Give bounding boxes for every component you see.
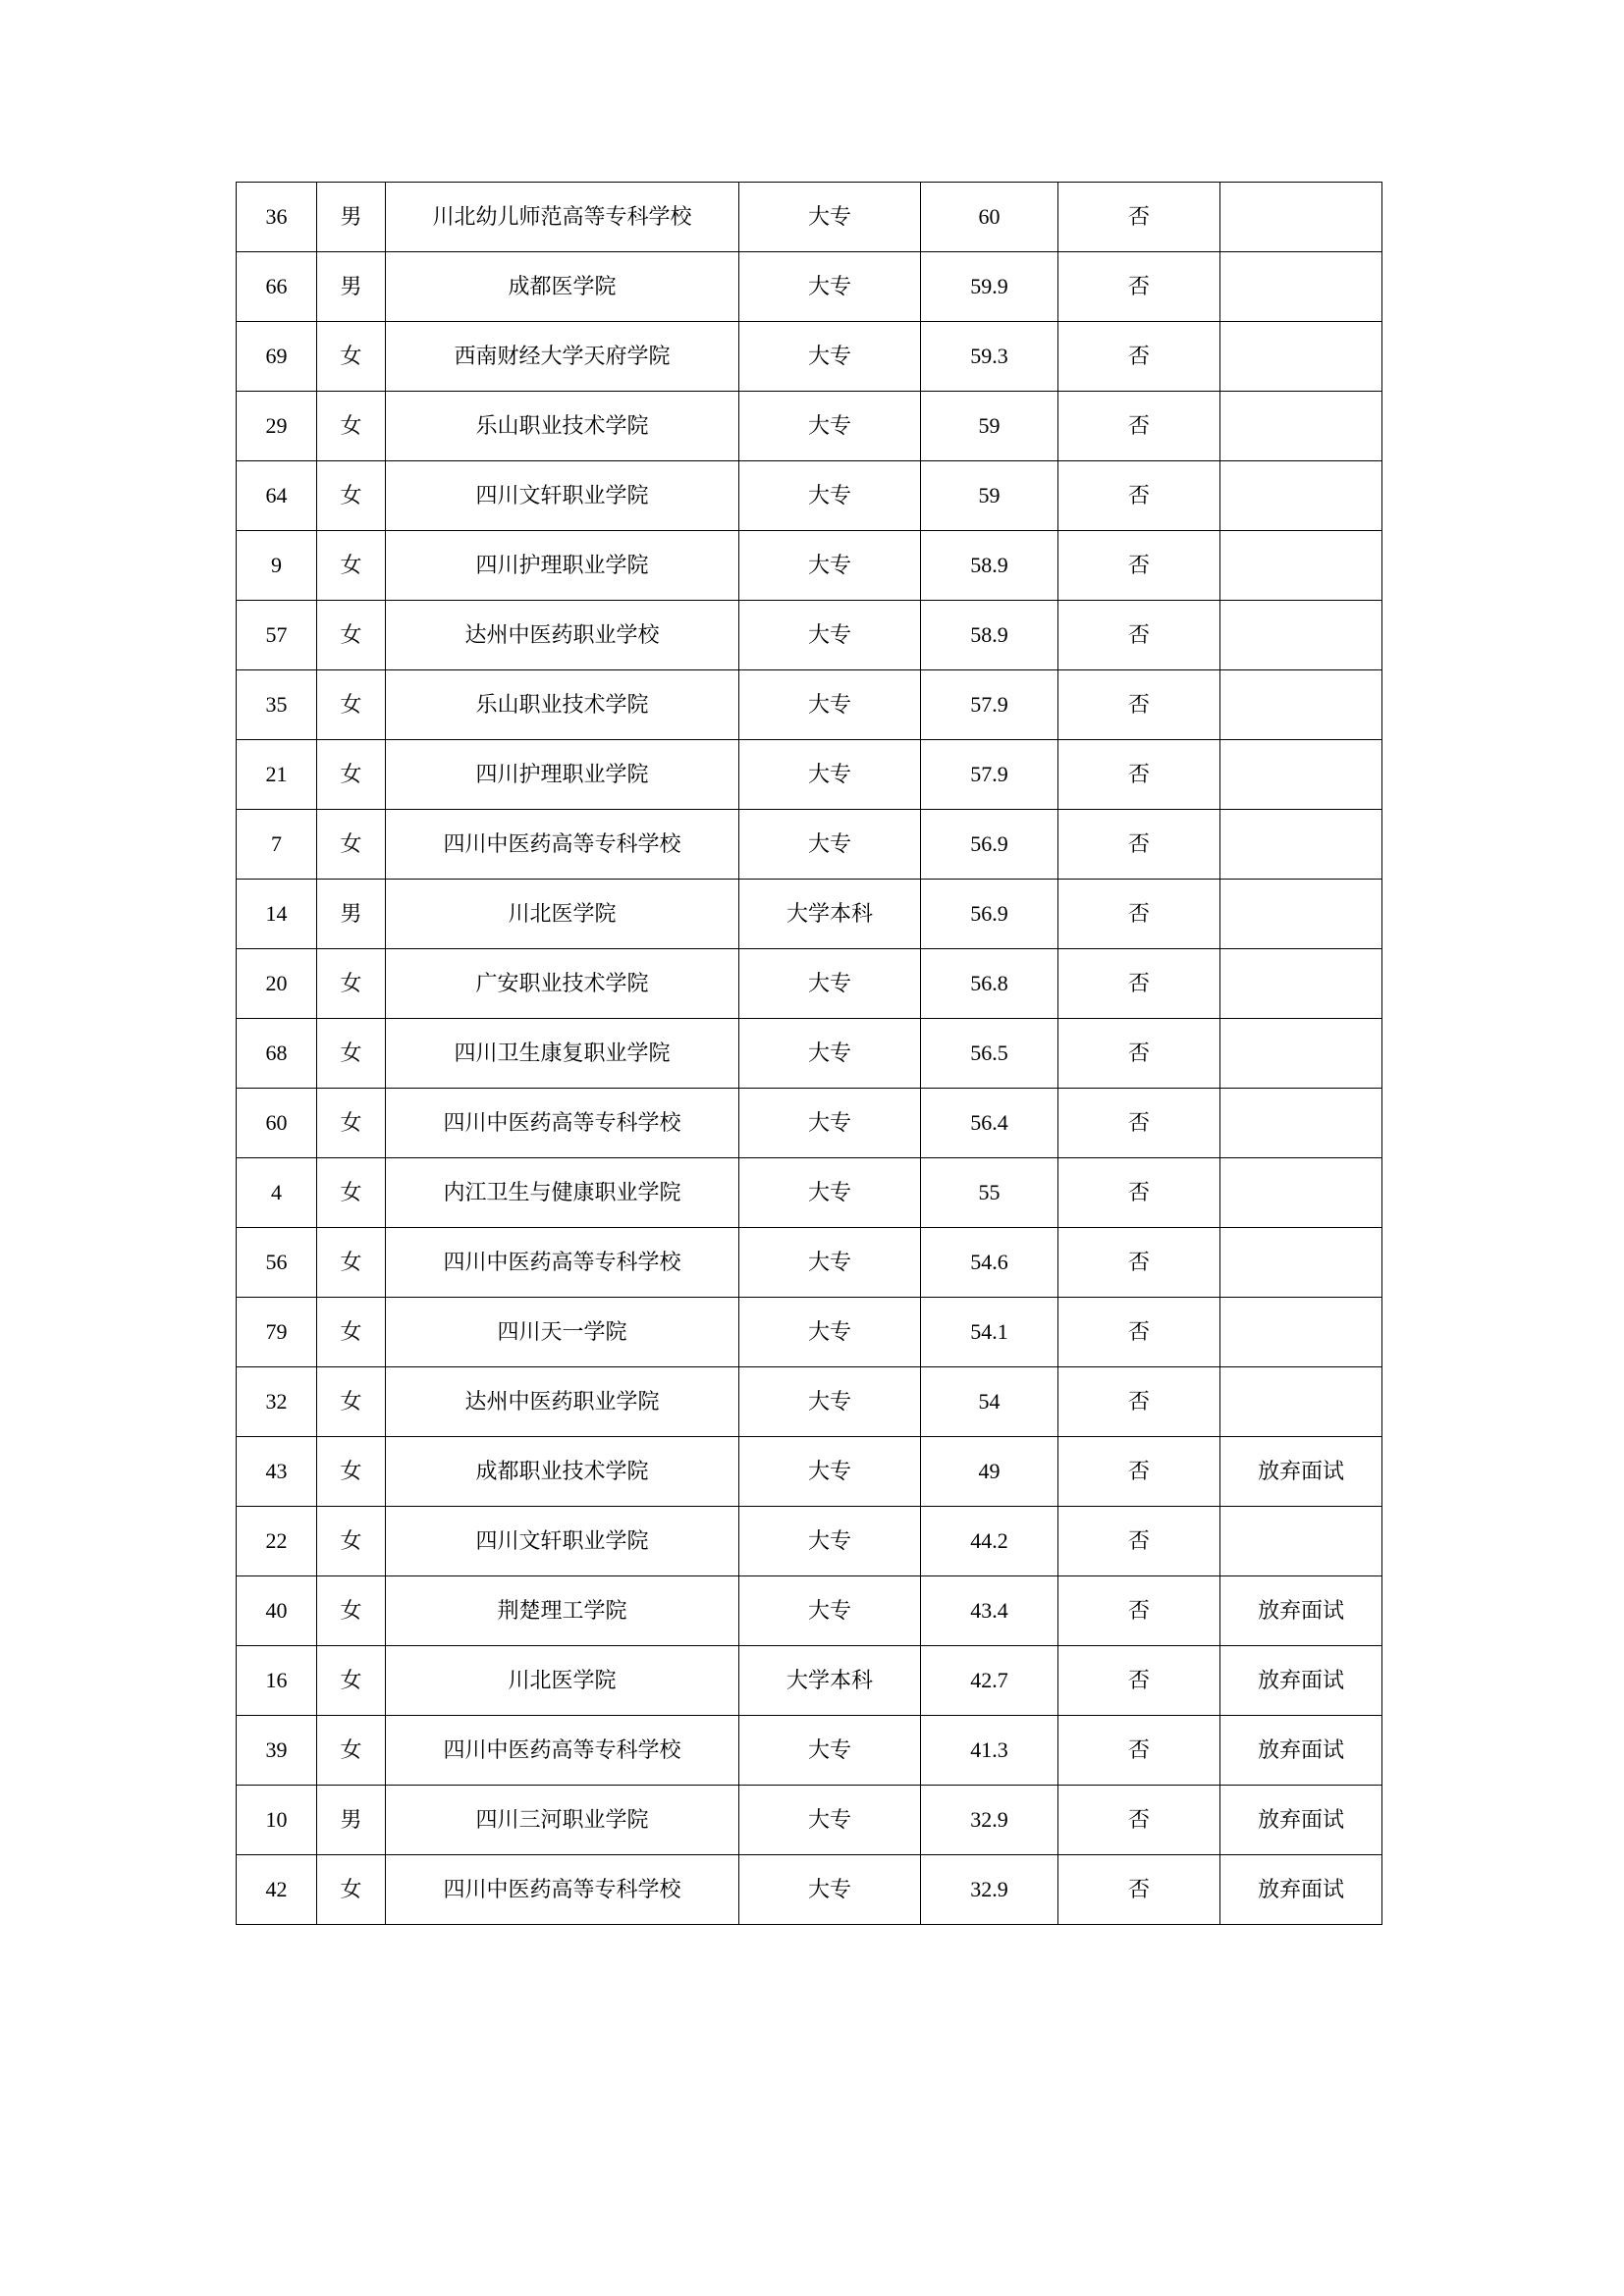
cell-serial-number: 32	[237, 1367, 317, 1437]
cell-gender: 女	[317, 1646, 386, 1716]
table-row	[237, 1298, 1382, 1367]
cell-remark	[1220, 1019, 1382, 1089]
cell-interview: 否	[1058, 1158, 1220, 1228]
cell-score: 54.6	[921, 1228, 1058, 1298]
cell-score: 57.9	[921, 670, 1058, 740]
table-row	[237, 880, 1382, 949]
cell-school: 四川卫生康复职业学院	[386, 1019, 739, 1089]
cell-school: 四川中医药高等专科学校	[386, 1716, 739, 1786]
cell-school: 川北幼儿师范高等专科学校	[386, 183, 739, 252]
cell-gender: 女	[317, 1855, 386, 1925]
table-row	[237, 252, 1382, 322]
cell-school: 成都职业技术学院	[386, 1437, 739, 1507]
cell-education: 大专	[739, 1437, 921, 1507]
cell-education: 大专	[739, 252, 921, 322]
cell-remark	[1220, 531, 1382, 601]
cell-gender: 女	[317, 392, 386, 461]
cell-education: 大专	[739, 1367, 921, 1437]
cell-interview: 否	[1058, 1437, 1220, 1507]
cell-score: 43.4	[921, 1576, 1058, 1646]
cell-school: 广安职业技术学院	[386, 949, 739, 1019]
table-row	[237, 392, 1382, 461]
cell-serial-number: 69	[237, 322, 317, 392]
cell-remark	[1220, 670, 1382, 740]
cell-gender: 女	[317, 1716, 386, 1786]
cell-gender: 女	[317, 1158, 386, 1228]
cell-education: 大专	[739, 531, 921, 601]
table-row	[237, 949, 1382, 1019]
cell-score: 44.2	[921, 1507, 1058, 1576]
cell-gender: 女	[317, 1019, 386, 1089]
cell-score: 58.9	[921, 531, 1058, 601]
table-row	[237, 1228, 1382, 1298]
cell-remark	[1220, 1158, 1382, 1228]
cell-remark: 放弃面试	[1220, 1646, 1382, 1716]
cell-remark: 放弃面试	[1220, 1576, 1382, 1646]
cell-serial-number: 22	[237, 1507, 317, 1576]
cell-score: 32.9	[921, 1855, 1058, 1925]
table-row	[237, 1019, 1382, 1089]
cell-school: 四川三河职业学院	[386, 1786, 739, 1855]
cell-education: 大专	[739, 1716, 921, 1786]
cell-education: 大专	[739, 1576, 921, 1646]
table-row	[237, 1089, 1382, 1158]
cell-gender: 女	[317, 1507, 386, 1576]
cell-school: 四川中医药高等专科学校	[386, 1089, 739, 1158]
cell-gender: 女	[317, 670, 386, 740]
cell-education: 大专	[739, 1855, 921, 1925]
cell-school: 四川中医药高等专科学校	[386, 1855, 739, 1925]
cell-gender: 女	[317, 1576, 386, 1646]
cell-interview: 否	[1058, 252, 1220, 322]
cell-score: 58.9	[921, 601, 1058, 670]
cell-remark	[1220, 1367, 1382, 1437]
cell-gender: 女	[317, 810, 386, 880]
cell-education: 大学本科	[739, 1646, 921, 1716]
cell-serial-number: 57	[237, 601, 317, 670]
cell-gender: 男	[317, 880, 386, 949]
cell-score: 56.4	[921, 1089, 1058, 1158]
cell-interview: 否	[1058, 1019, 1220, 1089]
table-row	[237, 670, 1382, 740]
cell-interview: 否	[1058, 1855, 1220, 1925]
cell-school: 乐山职业技术学院	[386, 670, 739, 740]
cell-school: 内江卫生与健康职业学院	[386, 1158, 739, 1228]
cell-education: 大专	[739, 810, 921, 880]
cell-score: 59.9	[921, 252, 1058, 322]
cell-interview: 否	[1058, 392, 1220, 461]
cell-serial-number: 14	[237, 880, 317, 949]
cell-school: 达州中医药职业学院	[386, 1367, 739, 1437]
cell-interview: 否	[1058, 1089, 1220, 1158]
table-row	[237, 1855, 1382, 1925]
cell-remark	[1220, 949, 1382, 1019]
cell-education: 大专	[739, 1089, 921, 1158]
cell-score: 42.7	[921, 1646, 1058, 1716]
cell-remark	[1220, 183, 1382, 252]
cell-gender: 女	[317, 531, 386, 601]
table-row	[237, 322, 1382, 392]
table-row	[237, 1437, 1382, 1507]
cell-score: 54.1	[921, 1298, 1058, 1367]
cell-education: 大专	[739, 1298, 921, 1367]
cell-school: 川北医学院	[386, 1646, 739, 1716]
table-row	[237, 183, 1382, 252]
cell-serial-number: 7	[237, 810, 317, 880]
cell-education: 大专	[739, 670, 921, 740]
cell-school: 达州中医药职业学校	[386, 601, 739, 670]
cell-score: 49	[921, 1437, 1058, 1507]
cell-remark: 放弃面试	[1220, 1437, 1382, 1507]
cell-gender: 男	[317, 252, 386, 322]
cell-serial-number: 35	[237, 670, 317, 740]
cell-interview: 否	[1058, 740, 1220, 810]
cell-serial-number: 20	[237, 949, 317, 1019]
cell-remark	[1220, 810, 1382, 880]
cell-interview: 否	[1058, 1786, 1220, 1855]
cell-serial-number: 9	[237, 531, 317, 601]
cell-gender: 女	[317, 1437, 386, 1507]
cell-interview: 否	[1058, 531, 1220, 601]
cell-education: 大专	[739, 601, 921, 670]
cell-serial-number: 4	[237, 1158, 317, 1228]
cell-education: 大学本科	[739, 880, 921, 949]
cell-gender: 女	[317, 1089, 386, 1158]
cell-score: 59	[921, 392, 1058, 461]
cell-interview: 否	[1058, 670, 1220, 740]
cell-interview: 否	[1058, 1298, 1220, 1367]
cell-gender: 男	[317, 1786, 386, 1855]
table-row	[237, 531, 1382, 601]
cell-school: 乐山职业技术学院	[386, 392, 739, 461]
cell-remark	[1220, 1228, 1382, 1298]
cell-gender: 女	[317, 601, 386, 670]
cell-gender: 男	[317, 183, 386, 252]
cell-serial-number: 10	[237, 1786, 317, 1855]
cell-interview: 否	[1058, 880, 1220, 949]
cell-education: 大专	[739, 1228, 921, 1298]
cell-school: 四川天一学院	[386, 1298, 739, 1367]
cell-education: 大专	[739, 183, 921, 252]
table-row	[237, 1158, 1382, 1228]
cell-school: 四川中医药高等专科学校	[386, 810, 739, 880]
cell-interview: 否	[1058, 601, 1220, 670]
cell-school: 四川文轩职业学院	[386, 1507, 739, 1576]
cell-serial-number: 36	[237, 183, 317, 252]
cell-remark	[1220, 1298, 1382, 1367]
table-row	[237, 601, 1382, 670]
table-row	[237, 810, 1382, 880]
cell-score: 56.9	[921, 880, 1058, 949]
cell-school: 四川护理职业学院	[386, 740, 739, 810]
cell-school: 成都医学院	[386, 252, 739, 322]
cell-remark	[1220, 1089, 1382, 1158]
cell-school: 四川文轩职业学院	[386, 461, 739, 531]
cell-interview: 否	[1058, 949, 1220, 1019]
cell-serial-number: 42	[237, 1855, 317, 1925]
table-row	[237, 740, 1382, 810]
cell-interview: 否	[1058, 183, 1220, 252]
cell-remark	[1220, 461, 1382, 531]
cell-school: 荆楚理工学院	[386, 1576, 739, 1646]
cell-remark	[1220, 252, 1382, 322]
cell-gender: 女	[317, 1367, 386, 1437]
cell-education: 大专	[739, 461, 921, 531]
cell-score: 56.5	[921, 1019, 1058, 1089]
cell-education: 大专	[739, 1158, 921, 1228]
cell-serial-number: 29	[237, 392, 317, 461]
cell-score: 57.9	[921, 740, 1058, 810]
cell-serial-number: 60	[237, 1089, 317, 1158]
table-row	[237, 1576, 1382, 1646]
cell-score: 56.9	[921, 810, 1058, 880]
cell-gender: 女	[317, 322, 386, 392]
cell-interview: 否	[1058, 1507, 1220, 1576]
cell-interview: 否	[1058, 1576, 1220, 1646]
table-row	[237, 1367, 1382, 1437]
cell-school: 西南财经大学天府学院	[386, 322, 739, 392]
cell-interview: 否	[1058, 1646, 1220, 1716]
cell-remark: 放弃面试	[1220, 1855, 1382, 1925]
table-row	[237, 461, 1382, 531]
cell-serial-number: 66	[237, 252, 317, 322]
cell-serial-number: 79	[237, 1298, 317, 1367]
cell-serial-number: 64	[237, 461, 317, 531]
cell-education: 大专	[739, 1786, 921, 1855]
cell-score: 59	[921, 461, 1058, 531]
table-row	[237, 1716, 1382, 1786]
cell-serial-number: 68	[237, 1019, 317, 1089]
cell-score: 41.3	[921, 1716, 1058, 1786]
cell-remark	[1220, 392, 1382, 461]
cell-remark	[1220, 880, 1382, 949]
cell-remark	[1220, 601, 1382, 670]
cell-gender: 女	[317, 740, 386, 810]
cell-score: 55	[921, 1158, 1058, 1228]
cell-serial-number: 21	[237, 740, 317, 810]
cell-serial-number: 40	[237, 1576, 317, 1646]
cell-serial-number: 16	[237, 1646, 317, 1716]
cell-education: 大专	[739, 1507, 921, 1576]
cell-school: 川北医学院	[386, 880, 739, 949]
cell-score: 59.3	[921, 322, 1058, 392]
table-row	[237, 1646, 1382, 1716]
cell-interview: 否	[1058, 1716, 1220, 1786]
cell-education: 大专	[739, 392, 921, 461]
cell-gender: 女	[317, 1298, 386, 1367]
cell-education: 大专	[739, 740, 921, 810]
cell-interview: 否	[1058, 1228, 1220, 1298]
candidate-results-table	[236, 182, 1382, 1925]
cell-score: 56.8	[921, 949, 1058, 1019]
cell-remark	[1220, 322, 1382, 392]
cell-serial-number: 43	[237, 1437, 317, 1507]
cell-interview: 否	[1058, 322, 1220, 392]
cell-score: 32.9	[921, 1786, 1058, 1855]
cell-school: 四川护理职业学院	[386, 531, 739, 601]
cell-gender: 女	[317, 1228, 386, 1298]
cell-serial-number: 39	[237, 1716, 317, 1786]
cell-education: 大专	[739, 949, 921, 1019]
cell-interview: 否	[1058, 461, 1220, 531]
cell-education: 大专	[739, 322, 921, 392]
cell-remark: 放弃面试	[1220, 1716, 1382, 1786]
table-row	[237, 1786, 1382, 1855]
cell-remark	[1220, 740, 1382, 810]
cell-school: 四川中医药高等专科学校	[386, 1228, 739, 1298]
cell-score: 60	[921, 183, 1058, 252]
cell-score: 54	[921, 1367, 1058, 1437]
cell-gender: 女	[317, 461, 386, 531]
cell-gender: 女	[317, 949, 386, 1019]
cell-remark: 放弃面试	[1220, 1786, 1382, 1855]
cell-education: 大专	[739, 1019, 921, 1089]
table-row	[237, 1507, 1382, 1576]
cell-interview: 否	[1058, 1367, 1220, 1437]
cell-remark	[1220, 1507, 1382, 1576]
table-body	[237, 183, 1382, 1925]
cell-serial-number: 56	[237, 1228, 317, 1298]
cell-interview: 否	[1058, 810, 1220, 880]
